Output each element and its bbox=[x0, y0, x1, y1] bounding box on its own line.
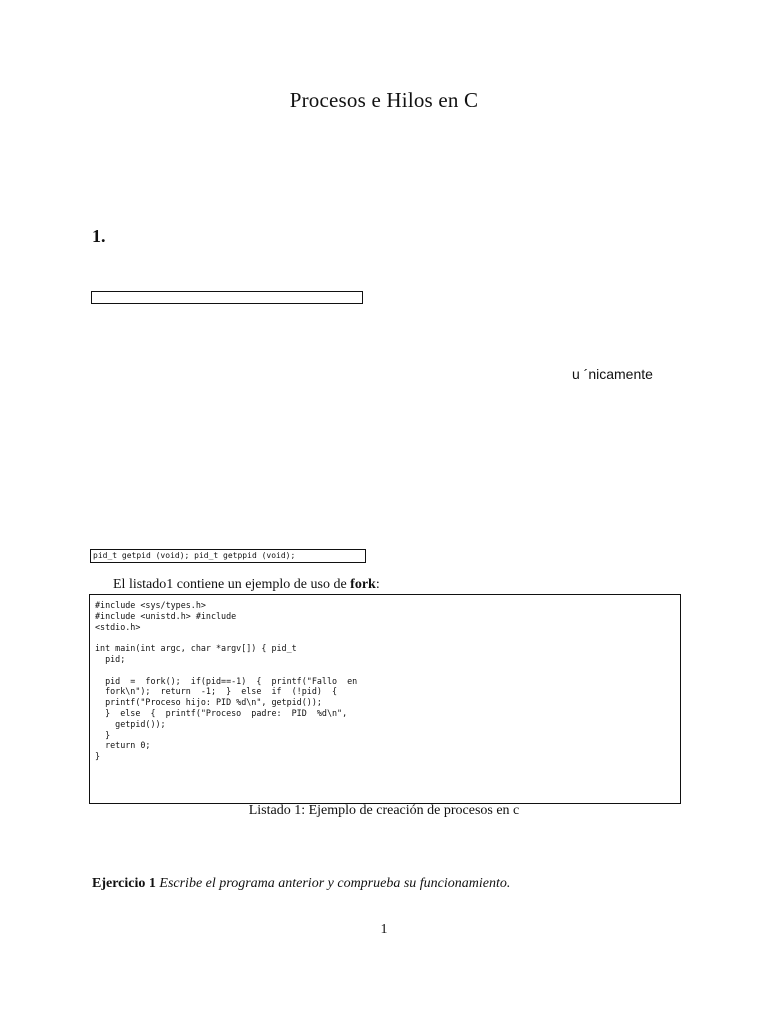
floating-word: u ´nicamente bbox=[572, 366, 653, 382]
code-line: printf("Proceso hijo: PID %d\n", getpid()); bbox=[95, 697, 322, 708]
code-line: } bbox=[95, 751, 101, 762]
intro-keyword: fork bbox=[350, 577, 376, 592]
prototype-box: pid_t getpid (void); pid_t getppid (void); bbox=[90, 549, 366, 563]
code-line: getpid()); bbox=[95, 718, 166, 729]
code-line: pid = fork(); if(pid==-1) { printf("Fallo en bbox=[95, 675, 358, 686]
code-listing bbox=[95, 600, 357, 762]
code-line: <stdio.h> bbox=[95, 621, 141, 632]
code-line: int main(int argc, char *argv[]) { pid_t bbox=[95, 643, 297, 654]
exercise-label: Ejercicio 1 bbox=[92, 876, 156, 891]
code-line: #include <unistd.h> #include bbox=[95, 610, 237, 621]
exercise-text: Escribe el programa anterior y comprueba su funcionamiento. bbox=[159, 876, 511, 891]
section-number: 1. bbox=[92, 226, 106, 246]
empty-formula-box bbox=[91, 291, 363, 304]
intro-prefix: El listado1 contiene un ejemplo de uso de bbox=[113, 577, 351, 592]
code-line: pid; bbox=[95, 653, 126, 664]
code-line: return 0; bbox=[95, 740, 151, 751]
code-line: } bbox=[95, 729, 111, 740]
page-title: Procesos e Hilos en C bbox=[289, 88, 479, 112]
page-number: 1 bbox=[380, 922, 388, 937]
code-line: } else { printf("Proceso padre: PID %d\n", bbox=[95, 707, 348, 718]
code-line: fork\n"); return -1; } else if (!pid) { bbox=[95, 686, 338, 697]
code-line: #include <sys/types.h> bbox=[95, 600, 206, 610]
exercise-paragraph bbox=[92, 876, 510, 892]
intro-suffix: : bbox=[375, 577, 380, 592]
intro-paragraph bbox=[113, 577, 380, 593]
listing-caption: Listado 1: Ejemplo de creación de procesos en c bbox=[248, 803, 520, 818]
